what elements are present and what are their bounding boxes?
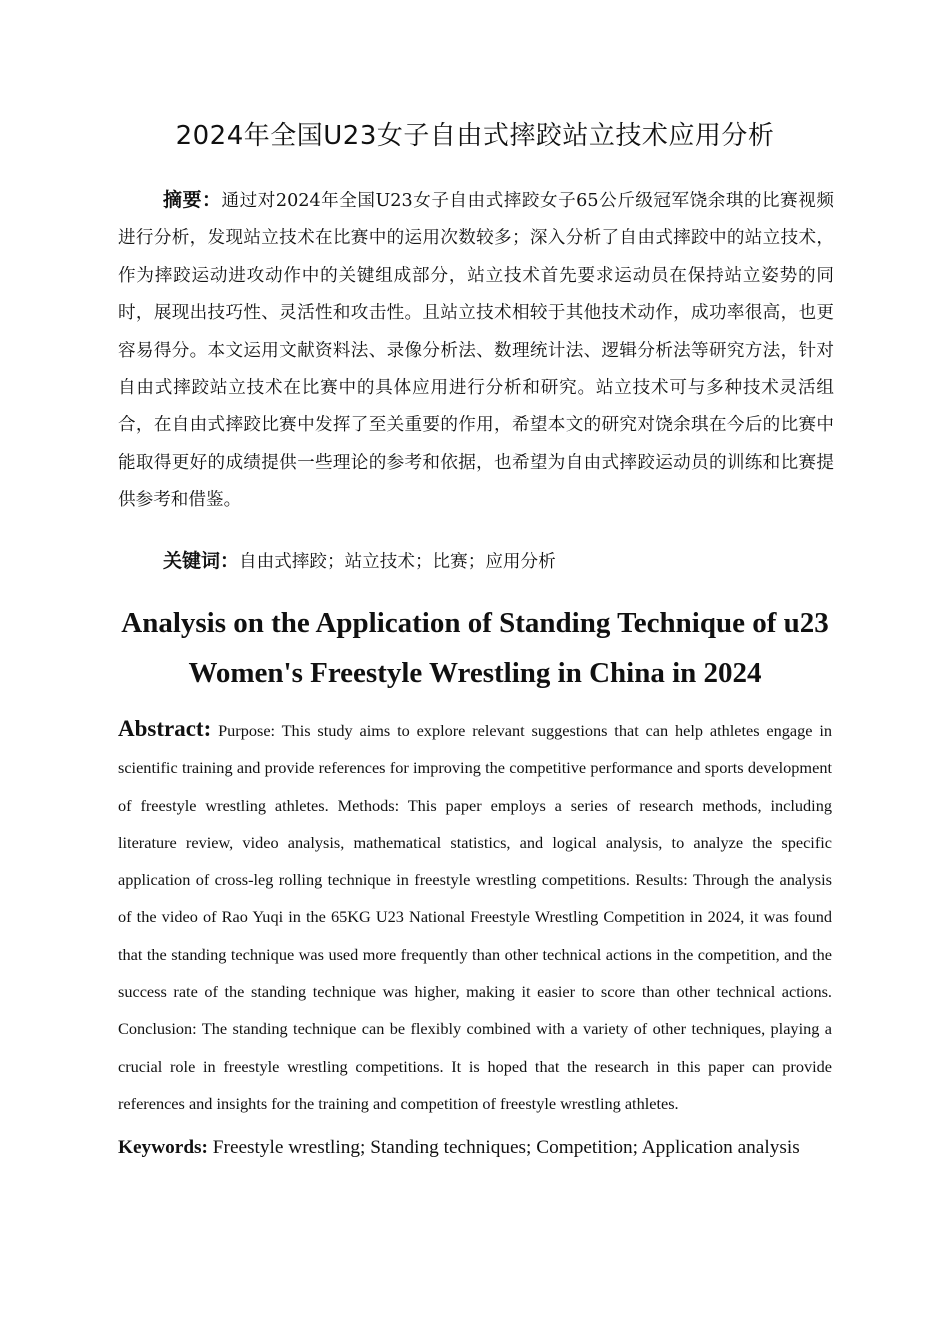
chinese-abstract — [118, 182, 834, 520]
english-abstract — [118, 710, 832, 1122]
chinese-keywords — [163, 543, 843, 581]
chinese-keywords-text: 自由式摔跤；站立技术；比赛；应用分析 — [239, 552, 556, 572]
english-keywords-label: Keywords: — [118, 1137, 208, 1158]
english-abstract-label: Abstract: — [118, 716, 212, 741]
chinese-abstract-text: 通过对2024年全国U23女子自由式摔跤女子65公斤级冠军饶余琪的比赛视频进行分析，发现站立技术在比赛中的运用次数较多；深入分析了自由式摔跤中的站立技术，作为摔跤运动进攻动作中的关键组成部分，站立技术首先要求运动员在保持站立姿势的同时，展现出技巧性、灵活性和攻击性。且站立技术相较于其他技术动作，成功率很高，也更容易得分。本文运用文献资料法、录像分析法、数理统计法、逻辑分析法等研究方法，针对自由式摔跤站立技术在比赛中的具体应用进行分析和研究。站立技术可与多种技术灵活组合，在自由式摔跤比赛中发挥了至关重要的作用，希望本文的研究对饶余琪在今后的比赛中能取得更好的成绩提供一些理论的参考和依据，也希望为自由式摔跤运动员的训练和比赛提供参考和借鉴。 — [118, 191, 834, 511]
chinese-abstract-label: 摘要： — [163, 189, 222, 211]
chinese-title: 2024年全国U23女子自由式摔跤站立技术应用分析 — [175, 121, 775, 151]
english-keywords — [118, 1131, 832, 1165]
english-title: Analysis on the Application of Standing Technique of u23 Women's Freestyle Wrestling in China in 2024 — [121, 607, 829, 689]
chinese-keywords-label: 关键词： — [163, 550, 240, 572]
english-abstract-text: Purpose: This study aims to explore relevant suggestions that can help athletes engage in scientific training and provide references for improving the competitive performance and sports development of freestyle wrestling athletes. Methods: This paper employs a series of research methods, including literature review, video analysis, mathematical statistics, and logical analysis, to analyze the specific application of cross-leg rolling technique in freestyle wrestling competitions. Results: Through the analysis of the video of Rao Yuqi in the 65KG U23 National Freestyle Wrestling Competition in 2024, it was found that the standing technique was used more frequently than other technical actions in the competition, and the success rate of the standing technique was higher, making it easier to score than other technical actions. Conclusion: The standing technique can be flexibly combined with a variety of other techniques, playing a crucial role in freestyle wrestling competitions. It is hoped that the research in this paper can provide references and insights for the training and competition of freestyle wrestling athletes. — [118, 721, 832, 1113]
english-keywords-text: Freestyle wrestling; Standing techniques; Competition; Application analysis — [212, 1137, 800, 1158]
